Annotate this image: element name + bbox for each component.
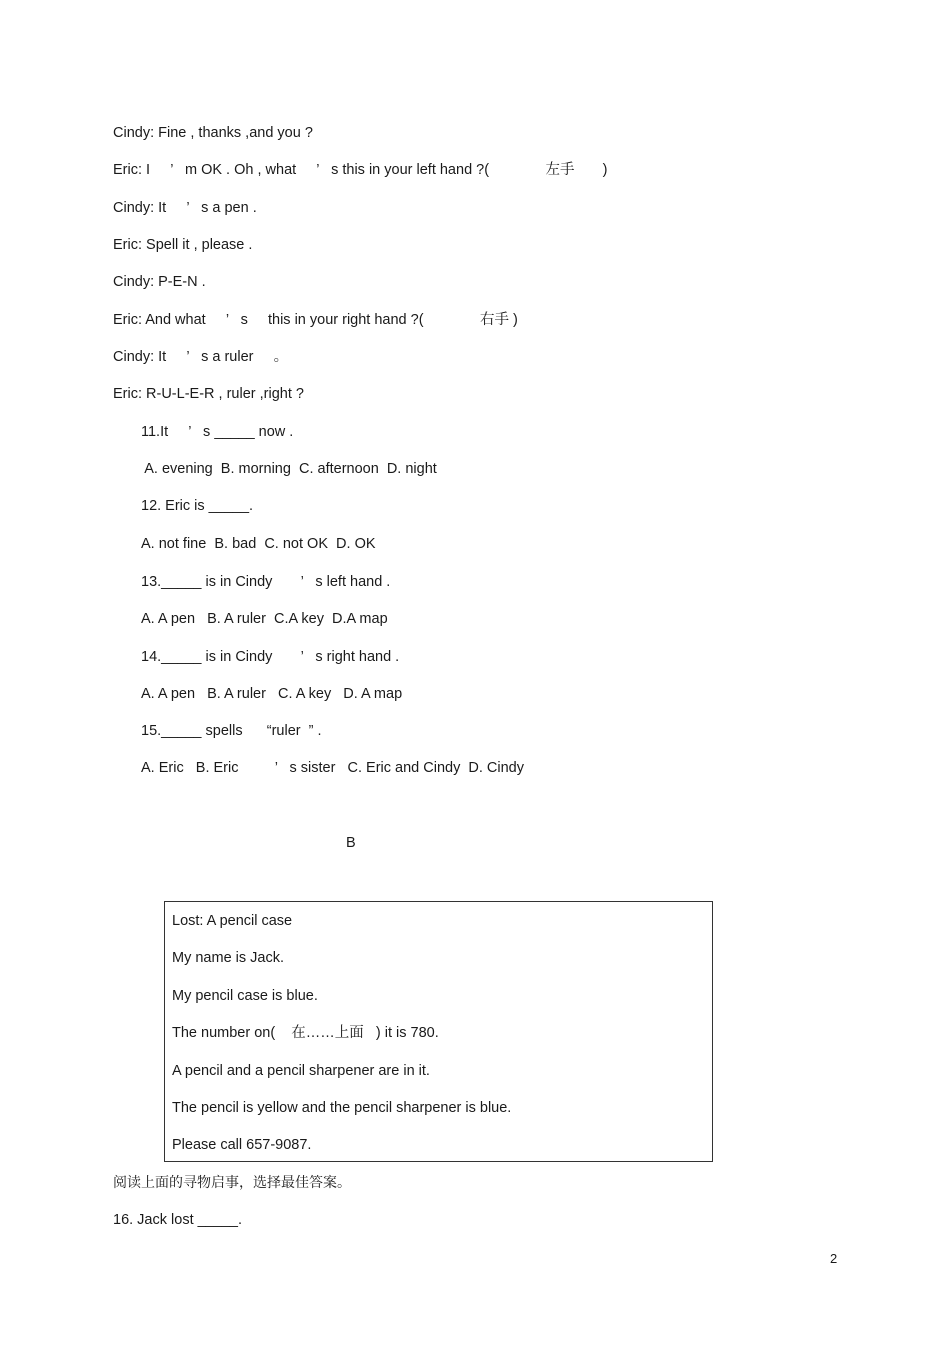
notice-line-6: The pencil is yellow and the pencil sharpener is blue. — [172, 1100, 512, 1116]
dialogue-line-6: Eric: And what ’ s this in your right hand ?( 右手 ) — [113, 312, 518, 328]
question-12: 12. Eric is _____. — [141, 498, 254, 514]
dialogue-line-8: Eric: R-U-L-E-R , ruler ,right ? — [113, 386, 304, 402]
dialogue-line-3: Cindy: It ’ s a pen . — [113, 200, 257, 216]
dialogue-line-5: Cindy: P-E-N . — [113, 274, 206, 290]
question-13-options: A. A pen B. A ruler C.A key D.A map — [141, 611, 388, 627]
dialogue-line-1: Cindy: Fine , thanks ,and you ? — [113, 125, 313, 141]
question-13: 13._____ is in Cindy ’ s left hand . — [141, 574, 391, 590]
question-11-options: A. evening B. morning C. afternoon D. night — [141, 461, 437, 477]
dialogue-line-2: Eric: I ’ m OK . Oh , what ’ s this in your left hand ?( 左手 ) — [113, 162, 608, 178]
question-14: 14._____ is in Cindy ’ s right hand . — [141, 649, 400, 665]
notice-line-4: The number on( 在……上面 ) it is 780. — [172, 1025, 439, 1041]
notice-line-1: Lost: A pencil case — [172, 913, 293, 929]
instruction: 阅读上面的寻物启事，选择最佳答案。 — [113, 1175, 351, 1191]
notice-line-7: Please call 657-9087. — [172, 1137, 312, 1153]
question-12-options: A. not fine B. bad C. not OK D. OK — [141, 536, 376, 552]
question-16: 16. Jack lost _____. — [113, 1212, 242, 1228]
question-14-options: A. A pen B. A ruler C. A key D. A map — [141, 686, 403, 702]
question-11: 11.It ’ s _____ now . — [141, 424, 294, 440]
notice-line-5: A pencil and a pencil sharpener are in it. — [172, 1063, 430, 1079]
lost-notice-box — [164, 901, 713, 1162]
page-number: 2 — [830, 1251, 838, 1266]
notice-line-2: My name is Jack. — [172, 950, 284, 966]
dialogue-line-7: Cindy: It ’ s a ruler 。 — [113, 349, 289, 365]
question-15-options: A. Eric B. Eric ’ s sister C. Eric and Cindy D. Cindy — [141, 760, 524, 776]
question-15: 15._____ spells “ruler ” . — [141, 723, 322, 739]
dialogue-line-4: Eric: Spell it , please . — [113, 237, 253, 253]
section-label: B — [346, 835, 356, 851]
notice-line-3: My pencil case is blue. — [172, 988, 318, 1004]
